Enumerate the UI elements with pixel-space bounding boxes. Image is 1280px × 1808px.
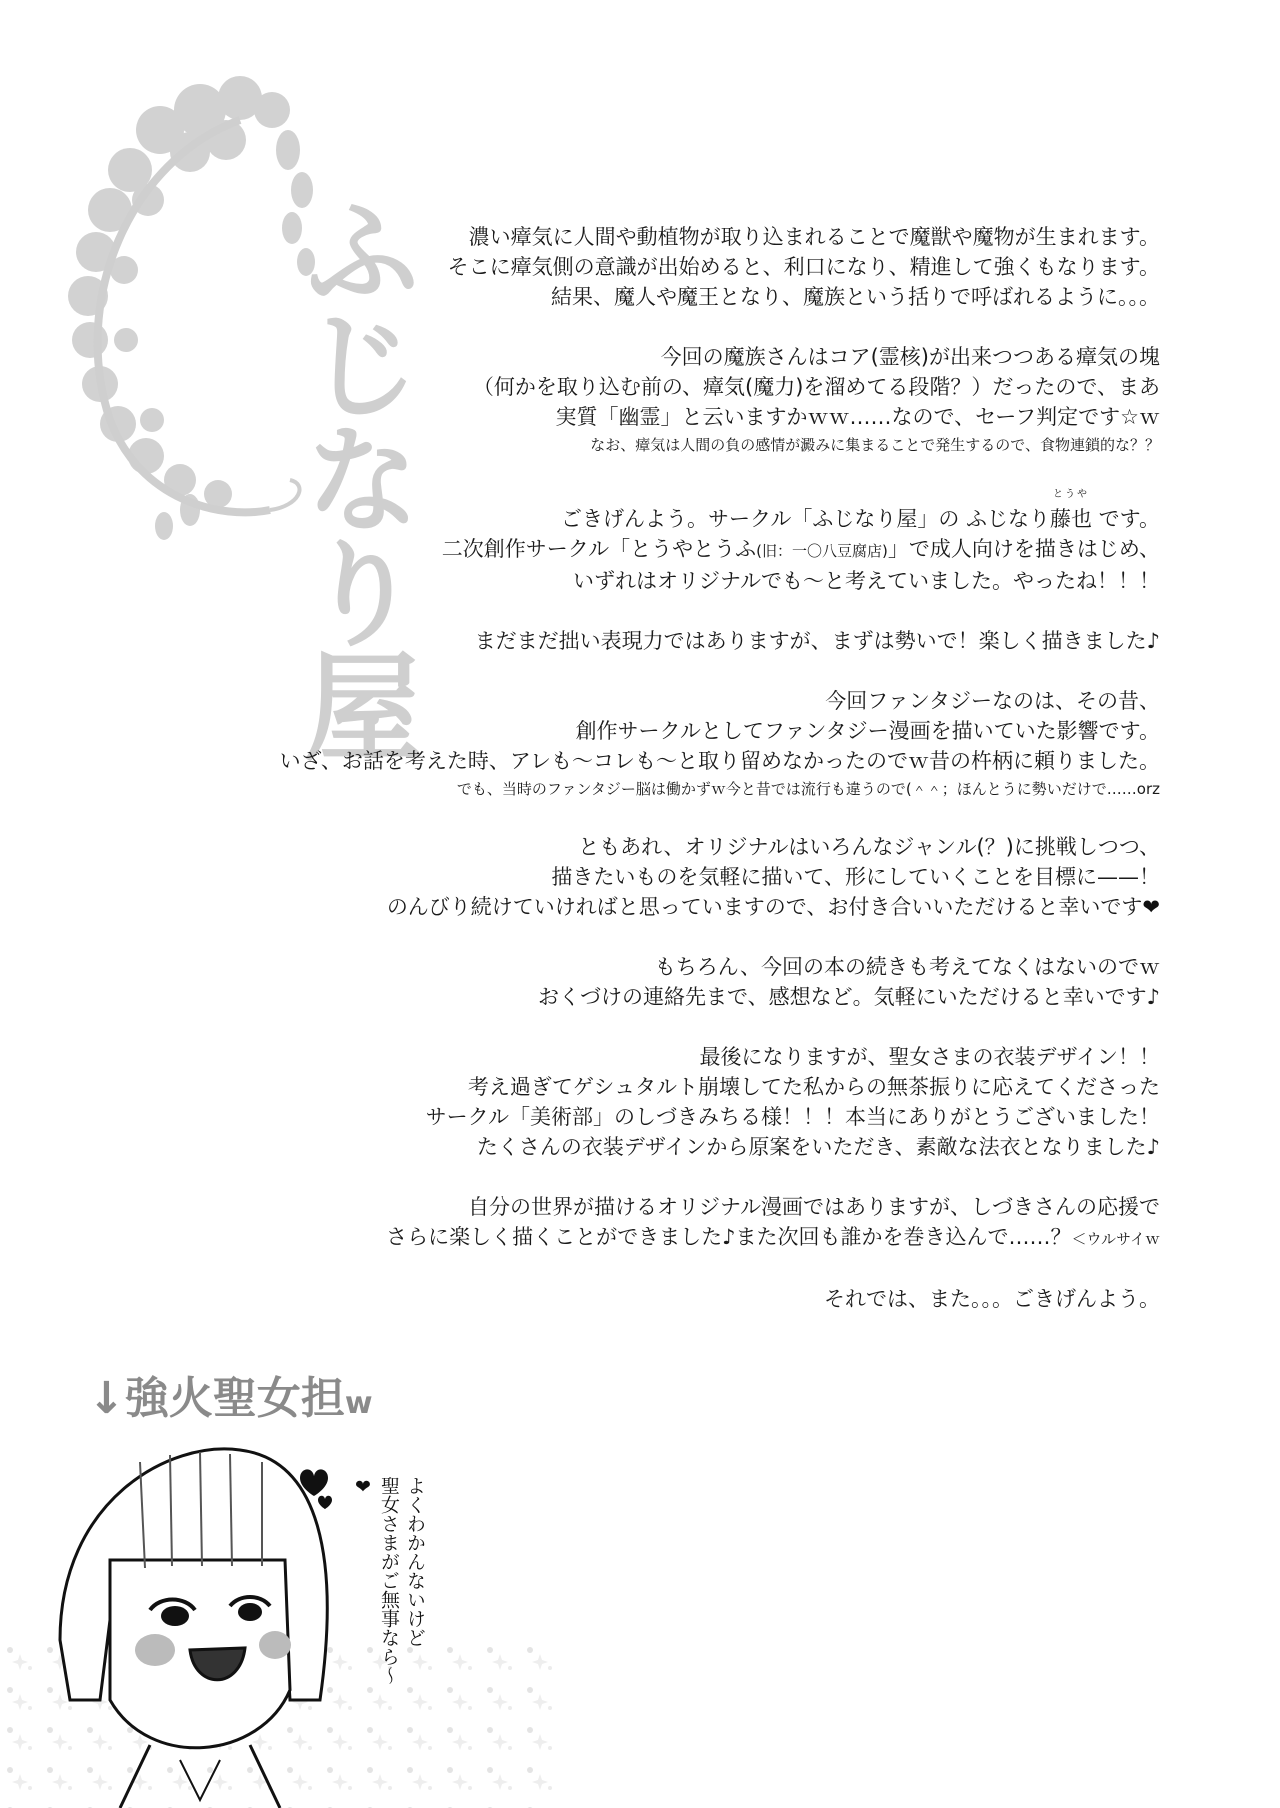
text-line: もちろん、今回の本の続きも考えてなくはないのでｗ bbox=[654, 955, 1160, 979]
paragraph-fantasy bbox=[250, 686, 1160, 802]
text-line bbox=[250, 489, 1160, 534]
text-line: 今回の魔族さんはコア(霊核)が出来つつある瘴気の塊 bbox=[660, 345, 1160, 369]
text-fragment: 」で成人向けを描きはじめ、 bbox=[887, 537, 1160, 561]
text-fragment: のんびり続けていければと思っていますので、お付き合いいただけると幸いです bbox=[386, 895, 1143, 919]
text-line: （何かを取り込む前の、瘴気(魔力)を溜めてる段階？）だったので、まあ bbox=[472, 375, 1160, 399]
speech-line bbox=[350, 1476, 402, 1776]
heart-icon: ❤ bbox=[1142, 895, 1160, 919]
afterword-text bbox=[250, 222, 1160, 1344]
text-fragment: さらに楽しく描くことができました♪また次回も誰かを巻き込んで……？ bbox=[386, 1225, 1072, 1249]
text-line: まだまだ拙い表現力ではありますが、まずは勢いで！楽しく描きました♪ bbox=[474, 629, 1160, 653]
character-speech-vertical bbox=[350, 1476, 428, 1776]
text-line: たくさんの衣装デザインから原案をいただき、素敵な法衣となりました♪ bbox=[476, 1135, 1160, 1159]
author-name bbox=[1050, 489, 1092, 534]
paragraph-sequel bbox=[250, 952, 1160, 1012]
text-line: おくづけの連絡先まで、感想など。気軽にいただけると幸いです♪ bbox=[538, 985, 1160, 1009]
speech-line: よくわかんないけど bbox=[404, 1476, 426, 1647]
paragraph-demon bbox=[250, 342, 1160, 458]
text-line: それでは、また。。。ごきげんよう。 bbox=[824, 1287, 1160, 1311]
text-line: いざ、お話を考えた時、アレも～コレも～と取り留めなかったのでｗ昔の杵柄に頼りました。 bbox=[279, 749, 1160, 773]
text-line: 結果、魔人や魔王となり、魔族という括りで呼ばれるように。。。 bbox=[551, 285, 1160, 309]
text-note: なお、瘴気は人間の負の感情が澱みに集まることで発生するので、食物連鎖的な？？ bbox=[590, 436, 1160, 454]
author-name-ruby: とうや bbox=[1053, 489, 1089, 500]
text-line: サークル「美術部」のしづきみちる様！！！本当にありがとうございました！ bbox=[425, 1105, 1160, 1129]
text-line: 描きたいものを気軽に描いて、形にしていくことを目標に——！ bbox=[551, 865, 1160, 889]
text-line: 考え過ぎてゲシュタルト崩壊してた私からの無茶振りに応えてくださった bbox=[467, 1075, 1160, 1099]
text-fragment-small: ＜ウルサイｗ bbox=[1071, 1230, 1160, 1248]
paragraph-momentum bbox=[250, 626, 1160, 656]
text-line: 今回ファンタジーなのは、その昔、 bbox=[825, 689, 1160, 713]
author-name-kanji: 藤也 bbox=[1050, 507, 1092, 531]
text-line: 自分の世界が描けるオリジナル漫画ではありますが、しづきさんの応援で bbox=[468, 1195, 1160, 1219]
text-fragment-small: (旧：一〇八豆腐店) bbox=[756, 542, 888, 560]
text-fragment: です。 bbox=[1092, 507, 1160, 531]
heading-text: ↓強火聖女担 bbox=[88, 1373, 345, 1424]
text-line: そこに瘴気側の意識が出始めると、利口になり、精進して強くもなります。 bbox=[447, 255, 1160, 279]
speech-text: 聖女さまがご無事なら～ bbox=[378, 1476, 400, 1685]
paragraph-farewell bbox=[250, 1284, 1160, 1314]
paragraph-support bbox=[250, 1192, 1160, 1254]
text-line: ともあれ、オリジナルはいろんなジャンル(？)に挑戦しつつ、 bbox=[578, 835, 1160, 859]
text-line bbox=[250, 892, 1160, 922]
text-line: 濃い瘴気に人間や動植物が取り込まれることで魔獣や魔物が生まれます。 bbox=[468, 225, 1160, 249]
text-line bbox=[250, 534, 1160, 566]
chibi-character-illustration bbox=[0, 1420, 640, 1808]
heart-icon: ❤ bbox=[352, 1476, 374, 1498]
paragraph-miasma bbox=[250, 222, 1160, 312]
text-line: 最後になりますが、聖女さまの衣装デザイン！！ bbox=[699, 1045, 1160, 1069]
text-line: いずれはオリジナルでも～と考えていました。やったね！！！ bbox=[573, 569, 1160, 593]
text-fragment: 二次創作サークル「とうやとうふ bbox=[441, 537, 757, 561]
circle-logo-title: ふじなり屋 bbox=[284, 190, 422, 760]
paragraph-thanks bbox=[250, 1042, 1160, 1162]
paragraph-goals bbox=[250, 832, 1160, 922]
text-note: でも、当時のファンタジー脳は働かずｗ今と昔では流行も違うので(＾＾；ほんとうに勢いだけで……orz bbox=[456, 780, 1160, 798]
heading-suffix: w bbox=[344, 1386, 373, 1421]
fan-caption-heading bbox=[88, 1362, 373, 1426]
text-fragment: ごきげんよう。サークル「ふじなり屋」の ふじなり bbox=[560, 507, 1050, 531]
text-line bbox=[250, 1222, 1160, 1254]
paragraph-greeting bbox=[250, 489, 1160, 596]
text-line: 創作サークルとしてファンタジー漫画を描いていた影響です。 bbox=[575, 719, 1160, 743]
text-line: 実質「幽霊」と云いますかｗｗ……なので、セーフ判定です☆ｗ bbox=[555, 405, 1160, 429]
